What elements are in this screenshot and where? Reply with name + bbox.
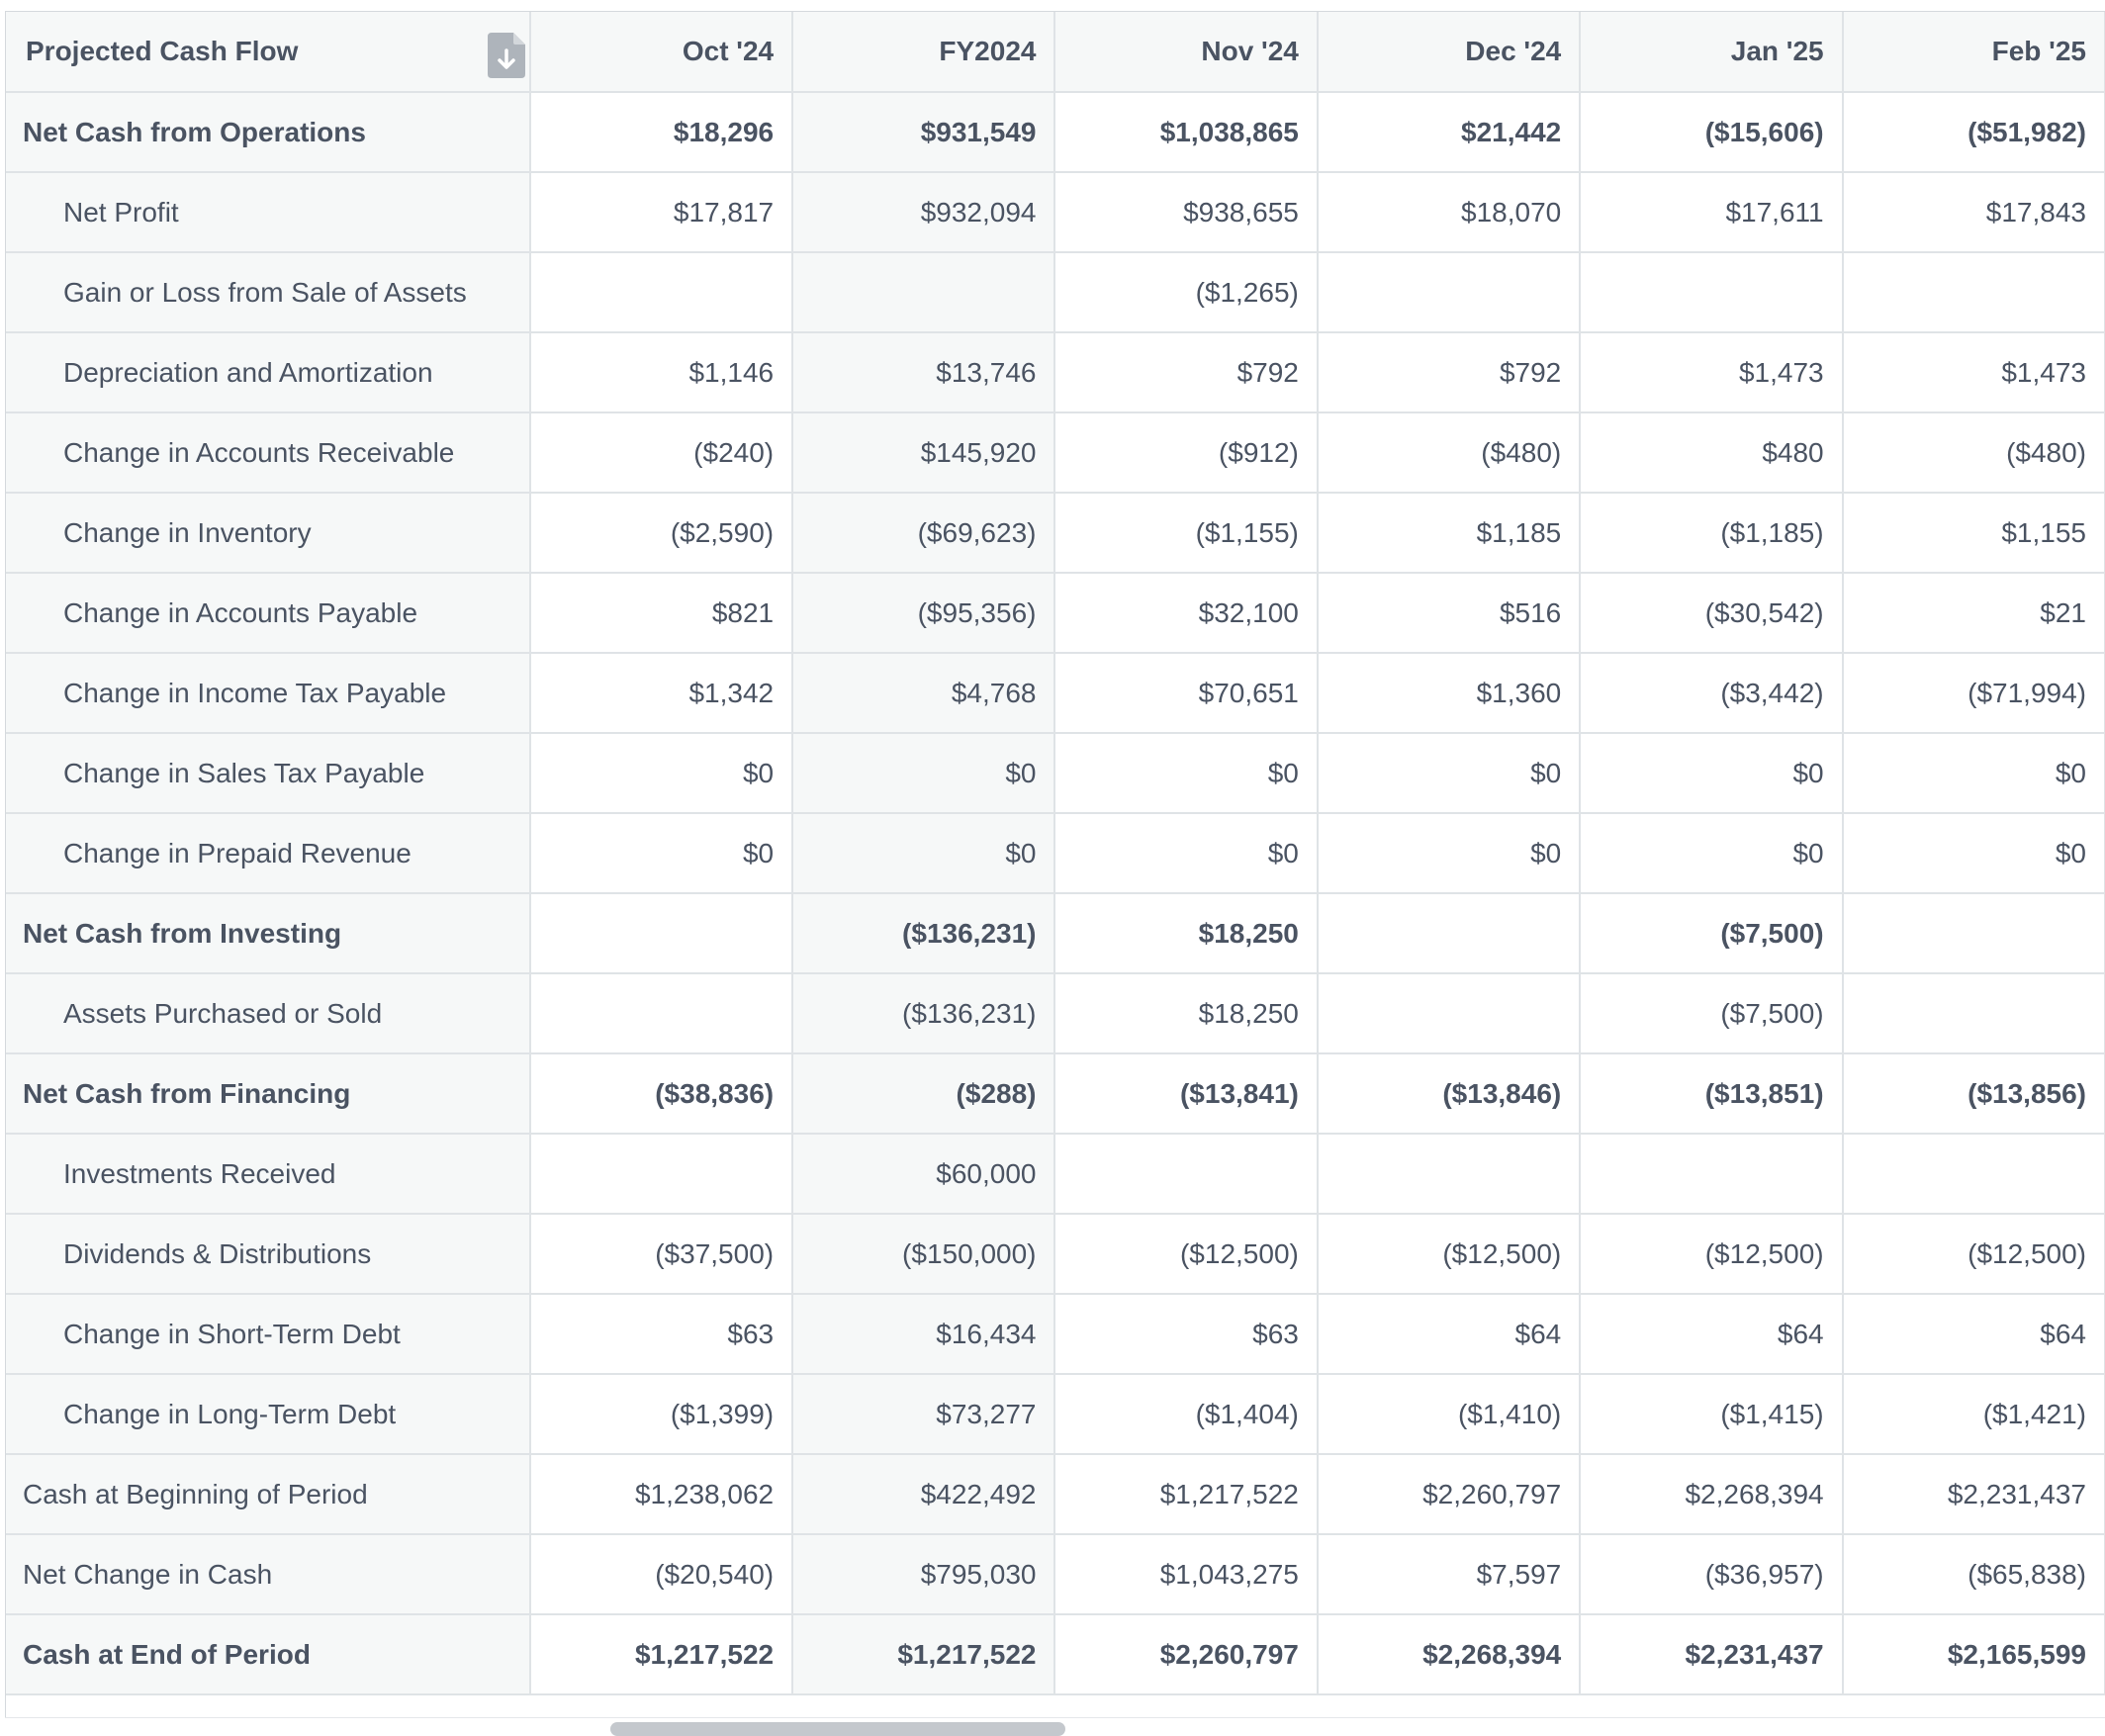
- row-label: Change in Sales Tax Payable: [6, 733, 530, 813]
- value-cell: $0: [792, 813, 1054, 893]
- value-cell: ($240): [530, 412, 792, 493]
- value-cell: [1843, 973, 2105, 1053]
- value-cell: $1,360: [1318, 653, 1580, 733]
- value-cell: $932,094: [792, 172, 1054, 252]
- row-label: Gain or Loss from Sale of Assets: [6, 252, 530, 332]
- value-cell: ($1,185): [1580, 493, 1842, 573]
- value-cell: ($12,500): [1318, 1214, 1580, 1294]
- row-label: Assets Purchased or Sold: [6, 973, 530, 1053]
- row-label: Cash at Beginning of Period: [6, 1454, 530, 1534]
- table-row: [6, 332, 2105, 412]
- value-cell: ($3,442): [1580, 653, 1842, 733]
- value-cell: $1,217,522: [792, 1614, 1054, 1694]
- row-label: Depreciation and Amortization: [6, 332, 530, 412]
- value-cell: $2,260,797: [1318, 1454, 1580, 1534]
- value-cell: $2,231,437: [1843, 1454, 2105, 1534]
- value-cell: ($12,500): [1054, 1214, 1317, 1294]
- value-cell: $2,231,437: [1580, 1614, 1842, 1694]
- value-cell: $73,277: [792, 1374, 1054, 1454]
- value-cell: ($20,540): [530, 1534, 792, 1614]
- value-cell: $0: [530, 813, 792, 893]
- row-label: Change in Income Tax Payable: [6, 653, 530, 733]
- value-cell: $21,442: [1318, 92, 1580, 172]
- value-cell: ($7,500): [1580, 973, 1842, 1053]
- value-cell: [1318, 893, 1580, 973]
- value-cell: $1,185: [1318, 493, 1580, 573]
- value-cell: $0: [530, 733, 792, 813]
- row-label: Change in Accounts Receivable: [6, 412, 530, 493]
- value-cell: ($150,000): [792, 1214, 1054, 1294]
- value-cell: ($136,231): [792, 893, 1054, 973]
- row-label: Investments Received: [6, 1134, 530, 1214]
- value-cell: $18,250: [1054, 893, 1317, 973]
- row-label: Change in Short-Term Debt: [6, 1294, 530, 1374]
- value-cell: $13,746: [792, 332, 1054, 412]
- value-cell: $1,146: [530, 332, 792, 412]
- row-label: Net Cash from Financing: [6, 1053, 530, 1134]
- value-cell: [1054, 1134, 1317, 1214]
- table-row: [6, 893, 2105, 973]
- value-cell: $64: [1580, 1294, 1842, 1374]
- value-cell: ($1,415): [1580, 1374, 1842, 1454]
- table-row: [6, 1294, 2105, 1374]
- row-label: Cash at End of Period: [6, 1614, 530, 1694]
- value-cell: $480: [1580, 412, 1842, 493]
- value-cell: ($30,542): [1580, 573, 1842, 653]
- value-cell: $70,651: [1054, 653, 1317, 733]
- value-cell: [530, 973, 792, 1053]
- value-cell: ($1,404): [1054, 1374, 1317, 1454]
- row-label: Dividends & Distributions: [6, 1214, 530, 1294]
- download-file-icon: [488, 33, 525, 78]
- value-cell: ($95,356): [792, 573, 1054, 653]
- value-cell: [1843, 252, 2105, 332]
- column-header: Jan '25: [1580, 12, 1842, 92]
- value-cell: $938,655: [1054, 172, 1317, 252]
- value-cell: [1318, 1134, 1580, 1214]
- value-cell: $1,217,522: [1054, 1454, 1317, 1534]
- table-row: [6, 252, 2105, 332]
- column-header: Dec '24: [1318, 12, 1580, 92]
- table-row: [6, 1374, 2105, 1454]
- value-cell: $60,000: [792, 1134, 1054, 1214]
- table-title-cell: [6, 12, 530, 92]
- value-cell: [1843, 1134, 2105, 1214]
- value-cell: $931,549: [792, 92, 1054, 172]
- cash-flow-table: [6, 12, 2105, 1695]
- row-label: Change in Prepaid Revenue: [6, 813, 530, 893]
- table-title: Projected Cash Flow: [26, 36, 299, 66]
- value-cell: [1580, 252, 1842, 332]
- value-cell: ($13,841): [1054, 1053, 1317, 1134]
- value-cell: $1,473: [1580, 332, 1842, 412]
- value-cell: ($15,606): [1580, 92, 1842, 172]
- value-cell: $16,434: [792, 1294, 1054, 1374]
- value-cell: $145,920: [792, 412, 1054, 493]
- value-cell: ($69,623): [792, 493, 1054, 573]
- value-cell: $63: [530, 1294, 792, 1374]
- table-row: [6, 1614, 2105, 1694]
- row-label: Change in Long-Term Debt: [6, 1374, 530, 1454]
- value-cell: ($1,399): [530, 1374, 792, 1454]
- value-cell: $18,296: [530, 92, 792, 172]
- value-cell: $18,070: [1318, 172, 1580, 252]
- value-cell: $792: [1318, 332, 1580, 412]
- value-cell: [1318, 973, 1580, 1053]
- value-cell: ($51,982): [1843, 92, 2105, 172]
- value-cell: ($13,851): [1580, 1053, 1842, 1134]
- value-cell: $2,268,394: [1318, 1614, 1580, 1694]
- value-cell: ($13,846): [1318, 1053, 1580, 1134]
- table-row: [6, 813, 2105, 893]
- value-cell: $0: [792, 733, 1054, 813]
- value-cell: ($1,410): [1318, 1374, 1580, 1454]
- value-cell: ($12,500): [1580, 1214, 1842, 1294]
- value-cell: $0: [1054, 733, 1317, 813]
- value-cell: $1,342: [530, 653, 792, 733]
- table-row: [6, 653, 2105, 733]
- horizontal-scrollbar[interactable]: [5, 1717, 2105, 1732]
- table-row: [6, 172, 2105, 252]
- value-cell: ($37,500): [530, 1214, 792, 1294]
- value-cell: $1,217,522: [530, 1614, 792, 1694]
- value-cell: $63: [1054, 1294, 1317, 1374]
- column-header: FY2024: [792, 12, 1054, 92]
- row-label: Net Cash from Operations: [6, 92, 530, 172]
- table-row: [6, 1134, 2105, 1214]
- value-cell: ($912): [1054, 412, 1317, 493]
- value-cell: ($480): [1318, 412, 1580, 493]
- value-cell: $21: [1843, 573, 2105, 653]
- value-cell: $1,038,865: [1054, 92, 1317, 172]
- row-label: Net Change in Cash: [6, 1534, 530, 1614]
- table-row: [6, 973, 2105, 1053]
- scrollbar-thumb[interactable]: [610, 1722, 1065, 1736]
- value-cell: $0: [1843, 733, 2105, 813]
- value-cell: [792, 252, 1054, 332]
- table-row: [6, 733, 2105, 813]
- value-cell: [1843, 893, 2105, 973]
- table-row: [6, 92, 2105, 172]
- value-cell: $516: [1318, 573, 1580, 653]
- table-row: [6, 1053, 2105, 1134]
- column-header: Oct '24: [530, 12, 792, 92]
- value-cell: [1580, 1134, 1842, 1214]
- row-label: Change in Inventory: [6, 493, 530, 573]
- value-cell: ($65,838): [1843, 1534, 2105, 1614]
- export-button[interactable]: [488, 33, 525, 78]
- value-cell: $2,268,394: [1580, 1454, 1842, 1534]
- value-cell: $7,597: [1318, 1534, 1580, 1614]
- value-cell: $17,843: [1843, 172, 2105, 252]
- table-row: [6, 493, 2105, 573]
- value-cell: ($288): [792, 1053, 1054, 1134]
- value-cell: [1318, 252, 1580, 332]
- value-cell: ($36,957): [1580, 1534, 1842, 1614]
- column-header: Nov '24: [1054, 12, 1317, 92]
- value-cell: $0: [1054, 813, 1317, 893]
- value-cell: $64: [1318, 1294, 1580, 1374]
- value-cell: $0: [1318, 733, 1580, 813]
- value-cell: $0: [1843, 813, 2105, 893]
- value-cell: ($71,994): [1843, 653, 2105, 733]
- row-label: Net Cash from Investing: [6, 893, 530, 973]
- value-cell: $821: [530, 573, 792, 653]
- value-cell: $1,238,062: [530, 1454, 792, 1534]
- value-cell: ($1,265): [1054, 252, 1317, 332]
- table-body: [6, 92, 2105, 1694]
- value-cell: ($1,155): [1054, 493, 1317, 573]
- value-cell: $1,043,275: [1054, 1534, 1317, 1614]
- table-row: [6, 573, 2105, 653]
- value-cell: ($13,856): [1843, 1053, 2105, 1134]
- value-cell: ($12,500): [1843, 1214, 2105, 1294]
- table-row: [6, 1534, 2105, 1614]
- row-label: Change in Accounts Payable: [6, 573, 530, 653]
- value-cell: $0: [1318, 813, 1580, 893]
- column-header: Feb '25: [1843, 12, 2105, 92]
- value-cell: $32,100: [1054, 573, 1317, 653]
- value-cell: [530, 1134, 792, 1214]
- value-cell: $2,165,599: [1843, 1614, 2105, 1694]
- value-cell: ($136,231): [792, 973, 1054, 1053]
- value-cell: $1,473: [1843, 332, 2105, 412]
- value-cell: [530, 893, 792, 973]
- value-cell: $64: [1843, 1294, 2105, 1374]
- value-cell: [530, 252, 792, 332]
- value-cell: ($7,500): [1580, 893, 1842, 973]
- value-cell: $17,817: [530, 172, 792, 252]
- value-cell: $0: [1580, 733, 1842, 813]
- value-cell: $0: [1580, 813, 1842, 893]
- value-cell: ($480): [1843, 412, 2105, 493]
- value-cell: ($2,590): [530, 493, 792, 573]
- cash-flow-table-container: [5, 11, 2105, 1718]
- row-label: Net Profit: [6, 172, 530, 252]
- value-cell: $17,611: [1580, 172, 1842, 252]
- value-cell: ($1,421): [1843, 1374, 2105, 1454]
- value-cell: $1,155: [1843, 493, 2105, 573]
- value-cell: $2,260,797: [1054, 1614, 1317, 1694]
- table-row: [6, 1214, 2105, 1294]
- value-cell: ($38,836): [530, 1053, 792, 1134]
- value-cell: $792: [1054, 332, 1317, 412]
- table-row: [6, 412, 2105, 493]
- table-row: [6, 1454, 2105, 1534]
- header-row: [6, 12, 2105, 92]
- value-cell: $4,768: [792, 653, 1054, 733]
- value-cell: $18,250: [1054, 973, 1317, 1053]
- value-cell: $422,492: [792, 1454, 1054, 1534]
- value-cell: $795,030: [792, 1534, 1054, 1614]
